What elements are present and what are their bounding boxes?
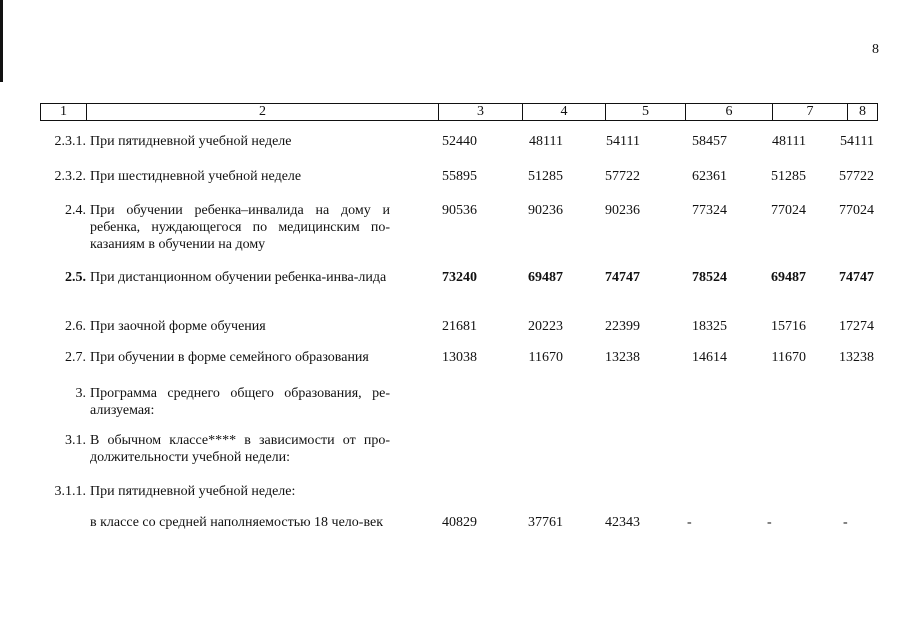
value-col-8: 57722 bbox=[839, 169, 874, 184]
value-col-4: 51285 bbox=[528, 169, 563, 184]
value-col-8: 77024 bbox=[839, 203, 874, 218]
value-col-7: 69487 bbox=[771, 270, 806, 285]
value-col-3: 52440 bbox=[442, 134, 477, 149]
value-col-4: 69487 bbox=[528, 270, 563, 285]
value-col-8: 74747 bbox=[839, 270, 874, 285]
row-number: 2.4. bbox=[65, 203, 86, 218]
header-cell-2: 2 bbox=[87, 104, 439, 120]
value-col-3: 55895 bbox=[442, 169, 477, 184]
value-col-8: 54111 bbox=[840, 134, 874, 149]
row-description: В обычном классе**** в зависимости от про-должительности учебной недели: bbox=[90, 433, 390, 465]
header-cell-6: 6 bbox=[686, 104, 773, 120]
table-header-row bbox=[40, 103, 878, 121]
row-number: 3. bbox=[75, 386, 86, 401]
row-description: При заочной форме обучения bbox=[90, 319, 266, 334]
value-col-4: 20223 bbox=[528, 319, 563, 334]
page-number: 8 bbox=[872, 42, 879, 57]
value-col-6: 18325 bbox=[692, 319, 727, 334]
row-number: 2.3.1. bbox=[54, 134, 86, 149]
row-description: При пятидневной учебной неделе bbox=[90, 134, 292, 149]
row-number: 2.6. bbox=[65, 319, 86, 334]
row-number: 2.3.2. bbox=[54, 169, 86, 184]
value-col-7: 77024 bbox=[771, 203, 806, 218]
header-cell-7: 7 bbox=[773, 104, 848, 120]
value-col-7: 11670 bbox=[771, 350, 806, 365]
row-description: При шестидневной учебной неделе bbox=[90, 169, 302, 184]
row-description: Программа среднего общего образования, ре-ализуемая: bbox=[90, 386, 390, 418]
row-description: При дистанционном обучении ребенка-инва-лида bbox=[90, 270, 387, 285]
row-description: При пятидневной учебной неделе: bbox=[90, 484, 296, 499]
header-cell-8: 8 bbox=[859, 104, 866, 119]
value-col-4: 90236 bbox=[528, 203, 563, 218]
value-col-7: - bbox=[767, 515, 772, 530]
value-col-3: 13038 bbox=[442, 350, 477, 365]
row-number: 2.7. bbox=[65, 350, 86, 365]
header-cell-1: 1 bbox=[41, 104, 87, 120]
value-col-4: 11670 bbox=[528, 350, 563, 365]
value-col-6: 77324 bbox=[692, 203, 727, 218]
value-col-6: 62361 bbox=[692, 169, 727, 184]
value-col-7: 15716 bbox=[771, 319, 806, 334]
value-col-8: 13238 bbox=[839, 350, 874, 365]
value-col-6: 14614 bbox=[692, 350, 727, 365]
value-col-5: 42343 bbox=[605, 515, 640, 530]
header-cell-3: 3 bbox=[439, 104, 523, 120]
value-col-4: 37761 bbox=[528, 515, 563, 530]
row-number: 3.1.1. bbox=[54, 484, 86, 499]
value-col-8: - bbox=[843, 515, 848, 530]
row-description: При обучении в форме семейного образования bbox=[90, 350, 369, 365]
value-col-3: 73240 bbox=[442, 270, 477, 285]
page-edge-rule bbox=[0, 0, 3, 82]
value-col-4: 48111 bbox=[529, 134, 563, 149]
value-col-3: 90536 bbox=[442, 203, 477, 218]
header-cell-4: 4 bbox=[523, 104, 606, 120]
value-col-5: 22399 bbox=[605, 319, 640, 334]
value-col-5: 74747 bbox=[605, 270, 640, 285]
row-number: 3.1. bbox=[65, 433, 86, 448]
value-col-5: 54111 bbox=[606, 134, 640, 149]
row-description: При обучении ребенка–инвалида на дому и ребенка, нуждающегося по медицинским по-казаниям в обучении на дому bbox=[90, 203, 390, 252]
row-description: в классе со средней наполняемостью 18 чело-век bbox=[90, 515, 383, 530]
value-col-3: 40829 bbox=[442, 515, 477, 530]
value-col-7: 48111 bbox=[772, 134, 806, 149]
value-col-6: - bbox=[687, 515, 692, 530]
value-col-5: 13238 bbox=[605, 350, 640, 365]
value-col-6: 78524 bbox=[692, 270, 727, 285]
value-col-3: 21681 bbox=[442, 319, 477, 334]
header-cell-5: 5 bbox=[606, 104, 686, 120]
row-number: 2.5. bbox=[65, 270, 86, 285]
value-col-7: 51285 bbox=[771, 169, 806, 184]
value-col-8: 17274 bbox=[839, 319, 874, 334]
value-col-5: 57722 bbox=[605, 169, 640, 184]
value-col-6: 58457 bbox=[692, 134, 727, 149]
value-col-5: 90236 bbox=[605, 203, 640, 218]
